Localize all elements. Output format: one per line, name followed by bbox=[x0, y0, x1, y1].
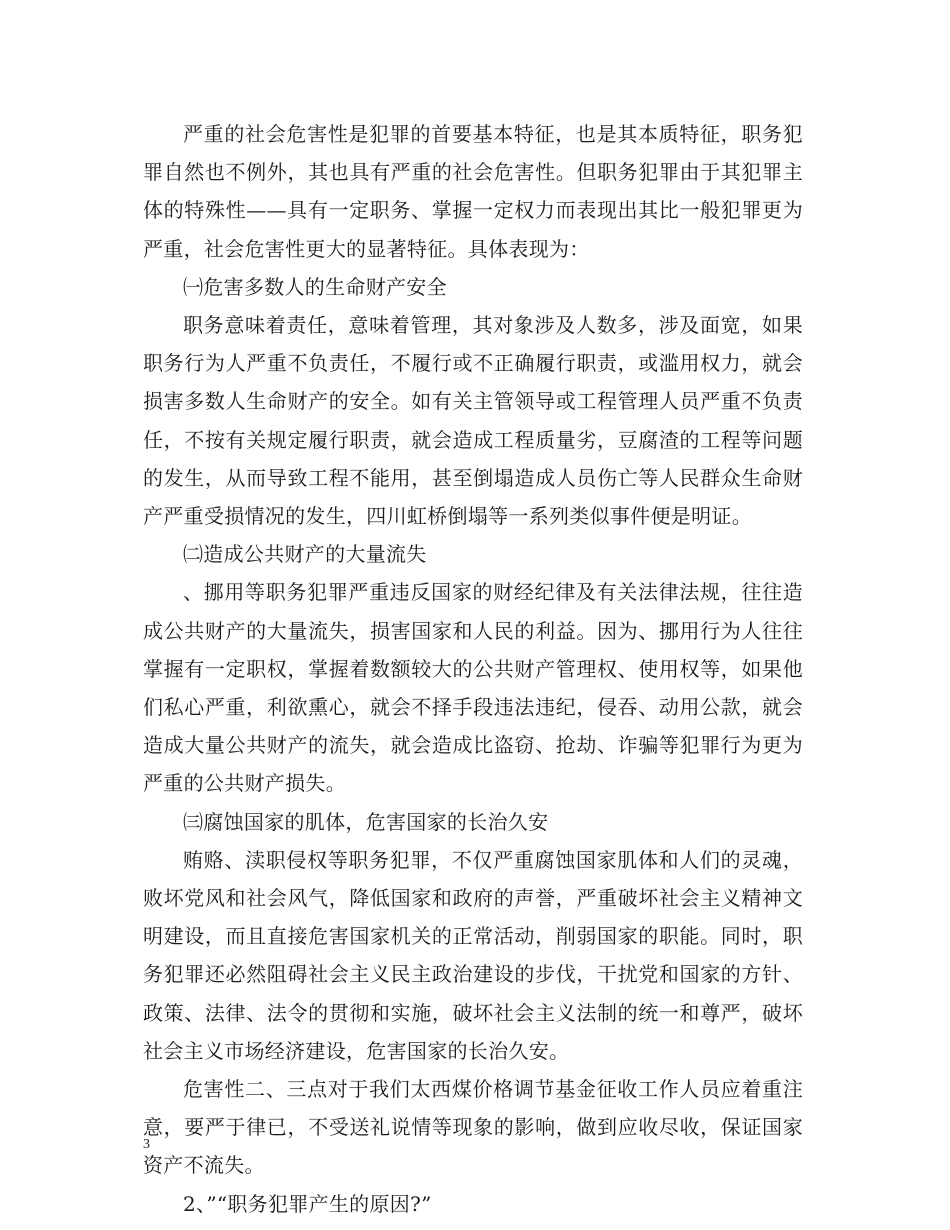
section-heading-3: ㈢腐蚀国家的肌体，危害国家的长治久安 bbox=[183, 809, 549, 834]
document-body bbox=[143, 115, 803, 1223]
paragraph-section-1: 职务意味着责任，意味着管理，其对象涉及人数多，涉及面宽，如果职务行为人严重不负责任，不履行或不正确履行职责，或滥用权力，就会损害多数人生命财产的安全。如有关主管领导或工程管理人员严重不负责任，不按有关规定履行职责，就会造成工程质量劣，豆腐渣的工程等问题的发生，从而导致工程不能用，甚至倒塌造成人员伤亡等人民群众生命财产严重受损情况的发生，四川虹桥倒塌等一系列类似事件便是明证。 bbox=[143, 313, 803, 529]
section-heading-2: ㈡造成公共财产的大量流失 bbox=[183, 542, 427, 567]
section-heading-1: ㈠危害多数人的生命财产安全 bbox=[183, 274, 447, 299]
paragraph-intro: 严重的社会危害性是犯罪的首要基本特征，也是其本质特征，职务犯罪自然也不例外，其也具有严重的社会危害性。但职务犯罪由于其犯罪主体的特殊性——具有一定职务、掌握一定权力而表现出其比一般犯罪更为严重，社会危害性更大的显著特征。具体表现为： bbox=[143, 122, 803, 261]
paragraph-section-3: 贿赂、渎职侵权等职务犯罪，不仅严重腐蚀国家肌体和人们的灵魂，败坏党风和社会风气，降低国家和政府的声誉，严重破坏社会主义精神文明建设，而且直接危害国家机关的正常活动，削弱国家的职能。同时，职务犯罪还必然阻碍社会主义民主政治建设的步伐，干扰党和国家的方针、政策、法律、法令的贯彻和实施，破坏社会主义法制的统一和尊严，破坏社会主义市场经济建设，危害国家的长治久安。 bbox=[143, 847, 803, 1063]
paragraph-note: 危害性二、三点对于我们太西煤价格调节基金征收工作人员应着重注意，要严于律已，不受送礼说情等现象的影响，做到应收尽收，保证国家资产不流失。 bbox=[143, 1077, 803, 1178]
paragraph-section-2: 、挪用等职务犯罪严重违反国家的财经纪律及有关法律法规，往往造成公共财产的大量流失，损害国家和人民的利益。因为、挪用行为人往往掌握有一定职权，掌握着数额较大的公共财产管理权、使用权等，如果他们私心严重，利欲熏心，就会不择手段违法违纪，侵吞、动用公款，就会造成大量公共财产的流失，就会造成比盗窃、抢劫、诈骗等犯罪行为更为严重的公共财产损失。 bbox=[143, 580, 803, 796]
page-number: 3 bbox=[143, 1137, 150, 1152]
section-heading-next: 2、”“职务犯罪产生的原因?” bbox=[183, 1191, 432, 1216]
